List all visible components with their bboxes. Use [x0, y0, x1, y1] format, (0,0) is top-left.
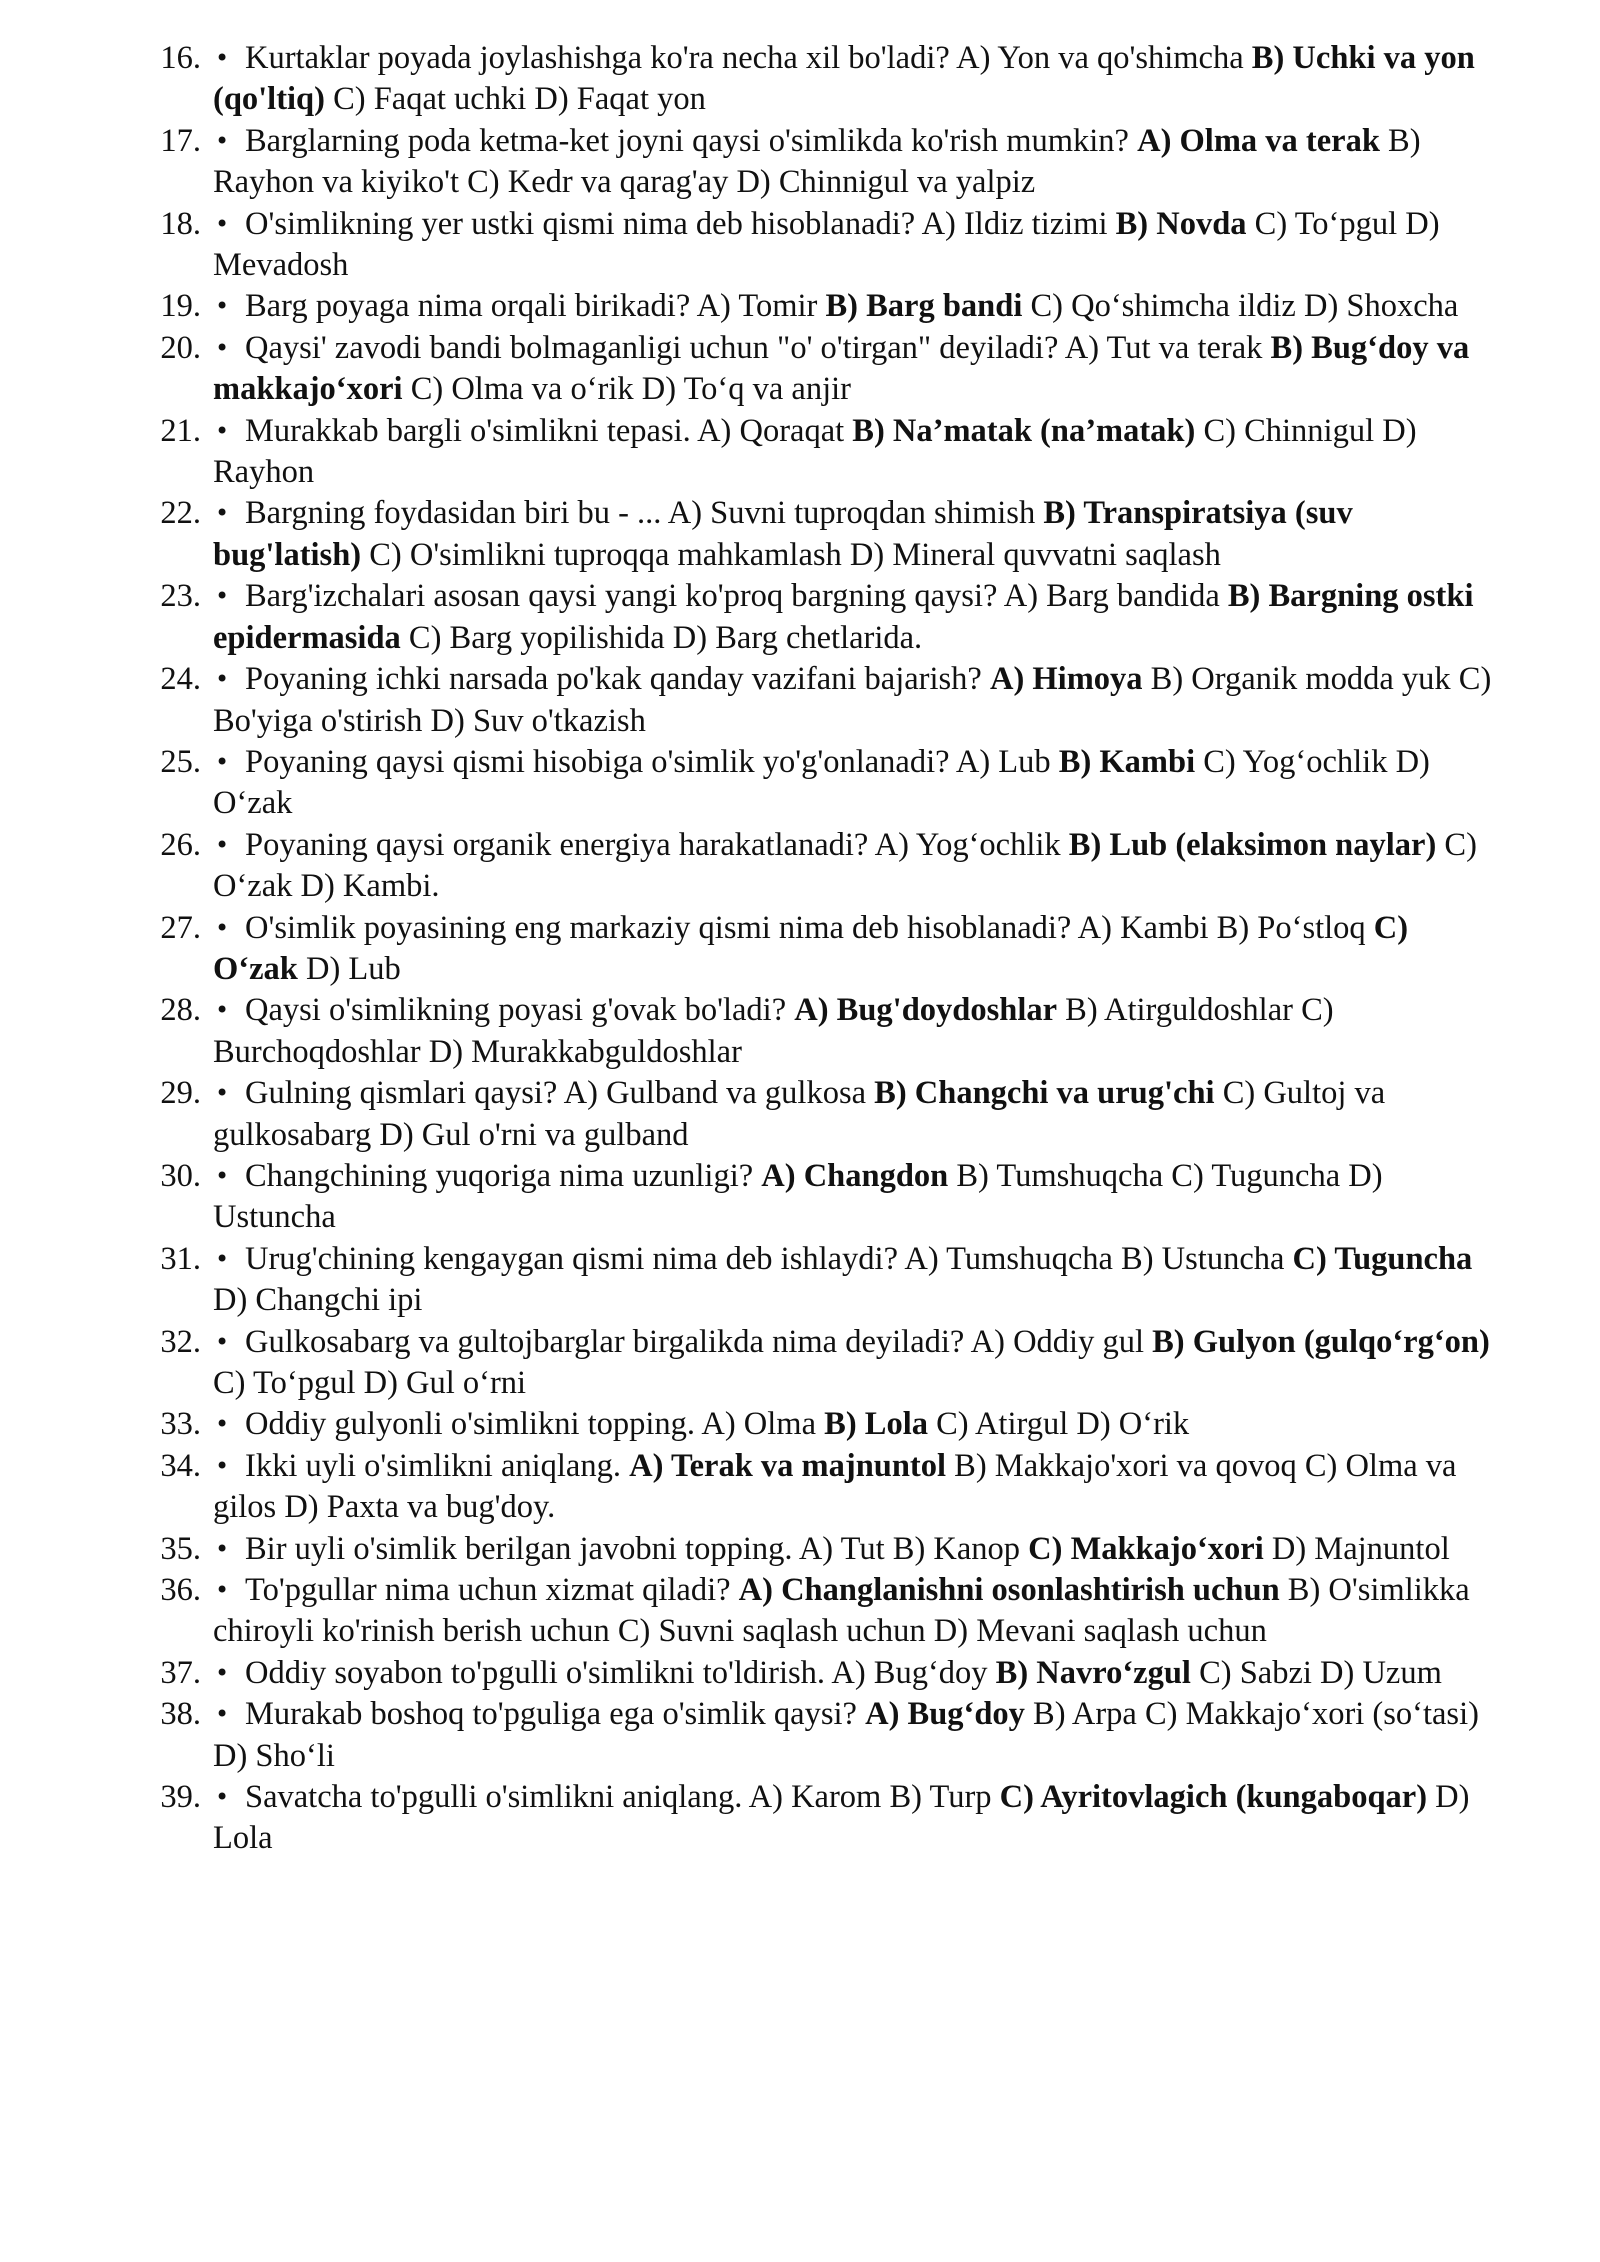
bullet-icon: •: [215, 416, 230, 445]
question-text: Barglarning poda ketma-ket joyni qaysi o'simlikda ko'rish mumkin?: [245, 122, 1138, 159]
question-item: [155, 1073, 1495, 1156]
correct-answer: A) Himoya: [989, 661, 1143, 698]
question-text: C) To‘pgul D) Gul o‘rni: [213, 1365, 527, 1401]
question-text: Barg'izchalari asosan qaysi yangi ko'proq bargning qaysi? A) Barg bandida: [245, 578, 1228, 615]
question-number: 38 .: [155, 1694, 201, 1735]
correct-answer: B) Na’matak (na’matak): [852, 412, 1196, 449]
question-item: [155, 411, 1495, 494]
bullet-icon: •: [215, 665, 230, 694]
correct-answer: B) Bug‘doy va makkajo‘xori: [213, 329, 1470, 408]
bullet-icon: •: [215, 996, 230, 1025]
question-item: [155, 742, 1495, 825]
question-number: 32 .: [155, 1322, 201, 1363]
question-number: 18 .: [155, 204, 201, 245]
question-number: 34 .: [155, 1446, 201, 1487]
correct-answer: B) Transpiratsiya (suv bug'latish): [213, 495, 1353, 573]
question-text: Gulkosabarg va gultojbarglar birgalikda nima deyiladi? A) Oddiy gul: [245, 1323, 1153, 1360]
question-text: Poyaning ichki narsada po'kak qanday vazifani bajarish?: [245, 661, 990, 698]
bullet-icon: •: [215, 1410, 230, 1439]
question-number: 31 .: [155, 1239, 201, 1280]
question-number: 24 .: [155, 659, 201, 700]
question-text: O'simlik poyasining eng markaziy qismi nima deb hisoblanadi? A) Kambi B) Po‘stloq: [245, 909, 1374, 946]
question-text: O'simlikning yer ustki qismi nima deb hisoblanadi? A) Ildiz tizimi: [245, 205, 1116, 242]
question-number: 37 .: [155, 1653, 201, 1694]
question-number: 17 .: [155, 121, 201, 162]
question-text: C) Chinnigul D) Rayhon: [213, 412, 1417, 491]
question-text: C) To‘pgul D) Mevadosh: [213, 205, 1440, 284]
correct-answer: B) Lola: [824, 1406, 928, 1443]
bullet-icon: •: [215, 582, 230, 611]
question-item: [155, 1446, 1495, 1529]
question-text: Gulning qismlari qaysi? A) Gulband va gulkosa: [245, 1075, 875, 1112]
question-text: Murakab boshoq to'pguliga ega o'simlik qaysi?: [245, 1696, 866, 1733]
bullet-icon: •: [215, 126, 230, 155]
correct-answer: A) Bug‘doy: [865, 1696, 1025, 1733]
question-item: [155, 1404, 1495, 1445]
question-item: [155, 1156, 1495, 1239]
question-text: Savatcha to'pgulli o'simlikni aniqlang. A) Karom B) Turp: [245, 1779, 1000, 1816]
bullet-icon: •: [215, 1658, 230, 1687]
correct-answer: B) Kambi: [1058, 743, 1196, 780]
bullet-icon: •: [215, 44, 230, 72]
question-text: C) Olma va o‘rik D) To‘q va anjir: [402, 371, 851, 408]
question-item: [155, 38, 1495, 121]
question-item: [155, 1777, 1495, 1860]
question-text: Poyaning qaysi qismi hisobiga o'simlik yo'g'onlanadi? A) Lub: [245, 743, 1059, 780]
question-text: C) Barg yopilishida D) Barg chetlarida.: [400, 619, 923, 656]
question-text: D) Lola: [213, 1779, 1470, 1857]
question-text: B) Tumshuqcha C) Tuguncha D) Ustuncha: [213, 1157, 1383, 1236]
bullet-icon: •: [215, 333, 230, 362]
question-item: [155, 328, 1495, 411]
question-number: 20 .: [155, 328, 201, 369]
question-text: C) Faqat uchki D) Faqat yon: [324, 81, 706, 118]
question-text: D) Changchi ipi: [213, 1282, 423, 1319]
bullet-icon: •: [215, 1534, 230, 1563]
bullet-icon: •: [215, 913, 230, 942]
correct-answer: B) Novda: [1115, 205, 1247, 242]
question-number: 29 .: [155, 1073, 201, 1114]
question-item: [155, 121, 1495, 204]
question-text: Kurtaklar poyada joylashishga ko'ra necha xil bo'ladi? A) Yon va qo'shimcha: [245, 40, 1252, 76]
question-item: [155, 1239, 1495, 1322]
question-number: 33 .: [155, 1404, 201, 1445]
correct-answer: B) Barg bandi: [825, 288, 1023, 325]
correct-answer: C) Tuguncha: [1292, 1240, 1473, 1277]
question-item: [155, 576, 1495, 659]
question-item: [155, 1322, 1495, 1405]
question-text: Oddiy gulyonli o'simlikni topping. A) Olma: [245, 1406, 825, 1443]
correct-answer: C) Ayritovlagich (kungaboqar): [999, 1779, 1428, 1816]
question-list: [155, 38, 1495, 1860]
question-text: Changchining yuqoriga nima uzunligi?: [245, 1157, 762, 1194]
question-text: C) Yog‘ochlik D) O‘zak: [213, 743, 1430, 822]
bullet-icon: •: [215, 1451, 230, 1480]
bullet-icon: •: [215, 1783, 230, 1812]
question-number: 19 .: [155, 286, 201, 327]
question-text: To'pgullar nima uchun xizmat qiladi?: [245, 1572, 739, 1609]
question-number: 27 .: [155, 908, 201, 949]
correct-answer: B) Uchki va yon (qo'ltiq): [213, 40, 1475, 118]
question-text: Bargning foydasidan biri bu - ... A) Suvni tuproqdan shimish: [245, 495, 1044, 532]
correct-answer: B) Changchi va urug'chi: [874, 1075, 1215, 1112]
question-number: 16 .: [155, 38, 201, 79]
question-item: [155, 493, 1495, 576]
question-text: D) Lub: [297, 950, 401, 987]
question-item: [155, 1570, 1495, 1653]
correct-answer: A) Bug'doydoshlar: [794, 992, 1058, 1029]
question-text: Poyaning qaysi organik energiya harakatlanadi? A) Yog‘ochlik: [245, 826, 1069, 863]
question-text: Barg poyaga nima orqali birikadi? A) Tomir: [245, 288, 826, 325]
question-item: [155, 1653, 1495, 1694]
question-item: [155, 990, 1495, 1073]
question-number: 22 .: [155, 493, 201, 534]
question-text: C) Qo‘shimcha ildiz D) Shoxcha: [1022, 288, 1459, 325]
question-text: C) O'simlikni tuproqqa mahkamlash D) Mineral quvvatni saqlash: [361, 536, 1221, 573]
question-text: B) O'simlikka chiroyli ko'rinish berish uchun C) Suvni saqlash uchun D) Mevani saqlash uchun: [213, 1572, 1470, 1650]
question-text: C) Atirgul D) O‘rik: [927, 1406, 1190, 1443]
question-item: [155, 204, 1495, 287]
bullet-icon: •: [215, 1161, 230, 1190]
question-text: Oddiy soyabon to'pgulli o'simlikni to'ldirish. A) Bug‘doy: [245, 1654, 996, 1691]
bullet-icon: •: [215, 1327, 230, 1356]
question-number: 39 .: [155, 1777, 201, 1818]
question-text: Murakkab bargli o'simlikni tepasi. A) Qoraqat: [245, 412, 853, 449]
correct-answer: B) Lub (elaksimon naylar): [1068, 826, 1437, 863]
question-text: C) O‘zak D) Kambi.: [213, 826, 1477, 905]
question-text: C) Sabzi D) Uzum: [1190, 1654, 1442, 1691]
question-text: Bir uyli o'simlik berilgan javobni topping. A) Tut B) Kanop: [245, 1530, 1029, 1567]
question-number: 35 .: [155, 1529, 201, 1570]
correct-answer: B) Bargning ostki epidermasida: [213, 578, 1474, 656]
bullet-icon: •: [215, 292, 230, 321]
question-text: B) Rayhon va kiyiko't C) Kedr va qarag'ay D) Chinnigul va yalpiz: [213, 122, 1421, 201]
question-number: 25 .: [155, 742, 201, 783]
bullet-icon: •: [215, 209, 230, 238]
question-text: Qaysi o'simlikning poyasi g'ovak bo'ladi?: [245, 992, 795, 1029]
bullet-icon: •: [215, 1576, 230, 1605]
question-text: Urug'chining kengaygan qismi nima deb ishlaydi? A) Tumshuqcha B) Ustuncha: [245, 1240, 1293, 1277]
question-text: B) Atirguldoshlar C) Burchoqdoshlar D) Murakkabguldoshlar: [213, 992, 1334, 1070]
question-item: [155, 1694, 1495, 1777]
question-text: B) Arpa C) Makkajo‘xori (so‘tasi) D) Sho‘li: [213, 1696, 1479, 1774]
bullet-icon: •: [215, 1079, 230, 1108]
correct-answer: C) Makkajo‘xori: [1028, 1530, 1264, 1567]
question-text: B) Organik modda yuk C) Bo'yiga o'stirish D) Suv o'tkazish: [213, 661, 1492, 739]
question-number: 30 .: [155, 1156, 201, 1197]
correct-answer: B) Navro‘zgul: [995, 1654, 1191, 1691]
question-item: [155, 1529, 1495, 1570]
question-text: D) Majnuntol: [1263, 1530, 1450, 1567]
correct-answer: A) Changdon: [761, 1157, 949, 1194]
question-item: [155, 286, 1495, 327]
bullet-icon: •: [215, 830, 230, 859]
question-number: 23 .: [155, 576, 201, 617]
bullet-icon: •: [215, 499, 230, 528]
question-text: C) Gultoj va gulkosabarg D) Gul o'rni va gulband: [213, 1075, 1386, 1153]
question-item: [155, 825, 1495, 908]
question-number: 36 .: [155, 1570, 201, 1611]
question-text: Ikki uyli o'simlikni aniqlang.: [245, 1447, 630, 1484]
question-item: [155, 908, 1495, 991]
bullet-icon: •: [215, 1244, 230, 1273]
bullet-icon: •: [215, 747, 230, 776]
question-text: Qaysi' zavodi bandi bolmaganligi uchun "o' o'tirgan" deyiladi? A) Tut va terak: [245, 329, 1271, 366]
correct-answer: A) Olma va terak: [1137, 122, 1380, 159]
question-number: 21 .: [155, 411, 201, 452]
bullet-icon: •: [215, 1700, 230, 1729]
question-number: 28 .: [155, 990, 201, 1031]
question-number: 26 .: [155, 825, 201, 866]
correct-answer: A) Terak va majnuntol: [629, 1447, 947, 1484]
correct-answer: B) Gulyon (gulqo‘rg‘on): [1152, 1323, 1490, 1360]
question-text: B) Makkajo'xori va qovoq C) Olma va gilos D) Paxta va bug'doy.: [213, 1447, 1457, 1526]
correct-answer: A) Changlanishni osonlashtirish uchun: [738, 1572, 1280, 1609]
question-item: [155, 659, 1495, 742]
correct-answer: C) O‘zak: [213, 909, 1409, 987]
